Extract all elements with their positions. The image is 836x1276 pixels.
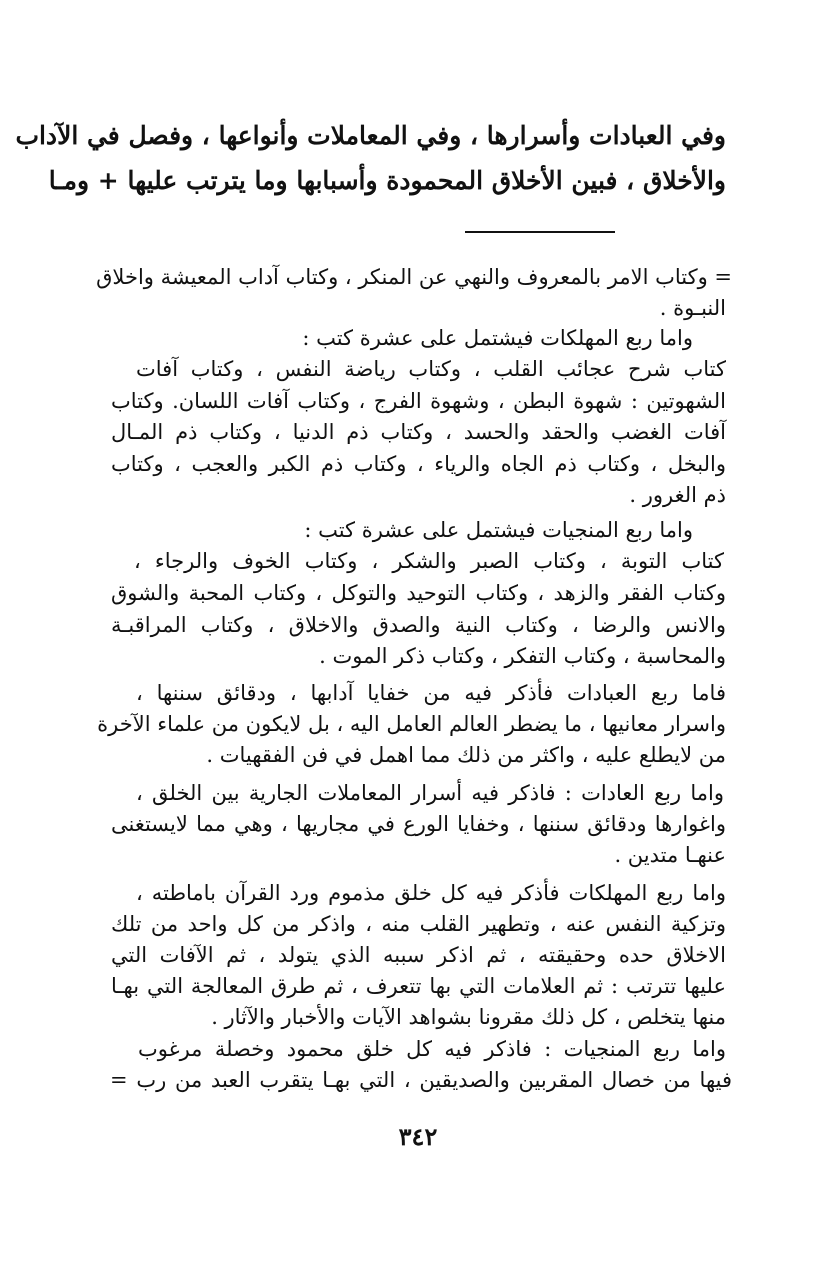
footnote-line: والمحاسبة ، وكتاب التفكر ، وكتاب ذكر الموت . — [319, 644, 726, 668]
footnote-line: ذم الغرور . — [629, 483, 726, 507]
footnote-line: عنهـا متدين . — [614, 843, 726, 867]
footnote-line: وتزكية النفس عنه ، وتطهير القلب منه ، واذكر من كل واحد من تلك — [111, 912, 726, 936]
footnote-line: كتاب شرح عجائب القلب ، وكتاب رياضة النفس ، وكتاب آفات — [136, 357, 726, 381]
footnote-line: واما ربع المنجيات : فاذكر فيه كل خلق محمود وخصلة مرغوب — [138, 1037, 726, 1061]
footnote-line: واسرار معانيها ، ما يضطر العالم العامل اليه ، بل لايكون من علماء الآخرة — [97, 712, 726, 736]
footnote-line: والبخل ، وكتاب ذم الجاه والرياء ، وكتاب ذم الكبر والعجب ، وكتاب — [111, 452, 726, 476]
page-number: ٣٤٢ — [398, 1122, 438, 1151]
footnote-line: النبـوة . — [659, 296, 726, 320]
footnote-line: فيها من خصال المقربين والصديقين ، التي بهـا يتقرب العبد من رب = — [110, 1068, 732, 1092]
main-text-line: والأخلاق ، فبين الأخلاق المحمودة وأسبابها وما يترتب عليها + ومـا — [48, 166, 726, 195]
footnote-separator — [465, 231, 615, 233]
footnote-line: فاما ربع العبادات فأذكر فيه من خفايا آدابها ، ودقائق سننها ، — [136, 681, 726, 705]
footnote-line: من لايطلع عليه ، واكثر من ذلك مما اهمل في فن الفقهيات . — [206, 743, 726, 767]
footnote-line: واغوارها ودقائق سننها ، وخفايا الورع في مجاريها ، وهي مما لايستغنى — [111, 812, 726, 836]
footnote-line: واما ربع المهلكات فأذكر فيه كل خلق مذموم ورد القرآن باماطته ، — [136, 881, 726, 905]
footnote-line: الشهوتين : شهوة البطن ، وشهوة الفرج ، وكتاب آفات اللسان. وكتاب — [111, 389, 726, 413]
footnote-line: واما ربع العادات : فاذكر فيه أسرار المعاملات الجارية بين الخلق ، — [136, 781, 724, 805]
footnote-line: وكتاب الفقر والزهد ، وكتاب التوحيد والتوكل ، وكتاب المحبة والشوق — [111, 581, 726, 605]
footnote-line: عليها تترتب : ثم العلامات التي بها تتعرف ، ثم طرق المعالجة التي بهـا — [111, 974, 726, 998]
footnote-line: = وكتاب الامر بالمعروف والنهي عن المنكر ، وكتاب آداب المعيشة واخلاق — [96, 265, 732, 289]
footnote-line: منها يتخلص ، كل ذلك مقرونا بشواهد الآيات والأخبار والآثار . — [211, 1005, 726, 1029]
footnote-line: الاخلاق حده وحقيقته ، ثم اذكر سببه الذي يتولد ، ثم الآفات التي — [111, 943, 726, 967]
footnote-heading: واما ربع المنجيات فيشتمل على عشرة كتب : — [304, 518, 693, 542]
footnote-line: آفات الغضب والحقد والحسد ، وكتاب ذم الدنيا ، وكتاب ذم المـال — [111, 420, 726, 444]
footnote-line: والانس والرضا ، وكتاب النية والصدق والاخلاق ، وكتاب المراقبـة — [111, 613, 726, 637]
footnote-heading: واما ربع المهلكات فيشتمل على عشرة كتب : — [302, 326, 693, 350]
footnote-line: كتاب التوبة ، وكتاب الصبر والشكر ، وكتاب الخوف والرجاء ، — [134, 549, 724, 573]
main-text-line: وفي العبادات وأسرارها ، وفي المعاملات وأنواعها ، وفصل في الآداب — [15, 121, 726, 150]
